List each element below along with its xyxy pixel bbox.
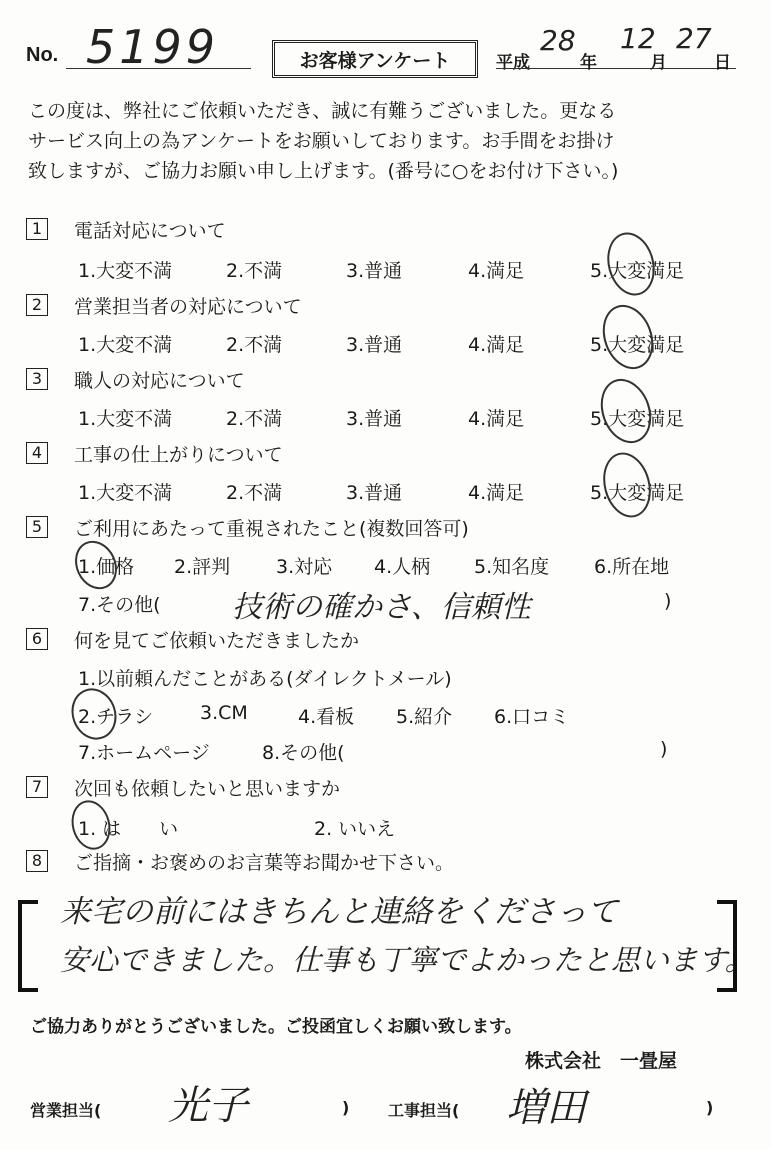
rating-option[interactable]: 2.不満 [226,482,283,504]
question-number: 4 [26,442,48,464]
question-text: 工事の仕上がりについて [74,444,283,466]
rating-option[interactable]: 2.不満 [226,408,283,430]
rating-option[interactable]: 5.大変満足 [590,482,685,504]
day-value: 27 [676,22,712,55]
yes-option[interactable]: 1. は い [78,818,179,840]
source-option[interactable]: 7.ホームページ [78,742,210,764]
priority-option[interactable]: 5.知名度 [474,556,550,578]
rating-option[interactable]: 1.大変不満 [78,408,173,430]
era-label: 平成 [496,53,530,73]
month-value: 12 [620,22,656,55]
rating-option[interactable]: 2.不満 [226,334,283,356]
other-answer[interactable]: 技術の確かさ、信頼性 [232,590,531,625]
other-close: ) [664,590,672,612]
intro-line: 致しますが、ご協力お願い申し上げます。(番号に○をお付け下さい。) [28,160,619,182]
question-number: 8 [26,850,48,872]
question-number: 3 [26,368,48,390]
source-option[interactable]: 2.チラシ [78,706,154,728]
rating-option[interactable]: 3.普通 [346,334,403,356]
intro-line: サービス向上の為アンケートをお願いしております。お手間をお掛け [28,130,615,152]
source-option[interactable]: 1.以前頼んだことがある(ダイレクトメール) [78,668,452,690]
source-option[interactable]: 4.看板 [298,706,355,728]
rating-option[interactable]: 2.不満 [226,260,283,282]
work-signature: 増田 [506,1085,586,1131]
comment-line[interactable]: 安心できました。仕事も丁寧でよかったと思います。 [60,943,754,977]
question-text: ご利用にあたって重視されたこと(複数回答可) [74,518,469,540]
source-option[interactable]: 6.口コミ [494,706,570,728]
intro-line: この度は、弊社にご依頼いただき、誠に有難うございました。更なる [28,100,617,122]
sales-signature: 光子 [168,1083,248,1129]
rating-option[interactable]: 4.満足 [468,260,525,282]
source-option[interactable]: 8.その他( [262,742,345,764]
date-underline [496,68,736,69]
sales-label: 営業担当( [30,1101,102,1120]
question-number: 7 [26,776,48,798]
other-label: 7.その他( [78,594,161,616]
work-close: ) [706,1098,714,1117]
question-text: 営業担当者の対応について [74,296,302,318]
month-unit: 月 [650,53,667,73]
year-value: 28 [540,24,576,57]
sales-close: ) [342,1098,350,1117]
work-label: 工事担当( [388,1101,460,1120]
rating-option[interactable]: 5.大変満足 [590,334,685,356]
question-text: 職人の対応について [74,370,245,392]
question-text: 何を見てご依頼いただきましたか [74,630,360,652]
source-option[interactable]: 3.CM [200,702,248,724]
rating-option[interactable]: 3.普通 [346,408,403,430]
thanks-text: ご協力ありがとうございました。ご投函宜しくお願い致します。 [30,1017,522,1037]
rating-option[interactable]: 1.大変不満 [78,334,173,356]
rating-option[interactable]: 4.満足 [468,334,525,356]
day-unit: 日 [714,53,731,73]
form-number: 5199 [86,20,220,74]
rating-option[interactable]: 5.大変満足 [590,260,685,282]
intro-text [28,96,748,186]
no-option[interactable]: 2. いいえ [314,818,396,840]
rating-option[interactable]: 3.普通 [346,482,403,504]
rating-option[interactable]: 1.大変不満 [78,260,173,282]
priority-option[interactable]: 2.評判 [174,556,231,578]
rating-option[interactable]: 4.満足 [468,408,525,430]
priority-option[interactable]: 4.人柄 [374,556,431,578]
question-text: 次回も依頼したいと思いますか [74,778,341,800]
rating-option[interactable]: 3.普通 [346,260,403,282]
priority-option[interactable]: 6.所在地 [594,556,670,578]
company-name: 株式会社 一畳屋 [525,1050,678,1072]
comment-bracket-left [18,900,38,992]
question-number: 1 [26,218,48,240]
priority-option[interactable]: 3.対応 [276,556,333,578]
rating-option[interactable]: 5.大変満足 [590,408,685,430]
comment-line[interactable]: 来宅の前にはきちんと連絡をくださって [60,894,618,930]
priority-option[interactable]: 1.価格 [78,556,135,578]
question-number: 6 [26,628,48,650]
question-number: 5 [26,516,48,538]
no-label: No. [26,44,59,66]
question-number: 2 [26,294,48,316]
rating-option[interactable]: 4.満足 [468,482,525,504]
rating-option[interactable]: 1.大変不満 [78,482,173,504]
form-title: お客様アンケート [272,40,478,78]
other-close: ) [660,738,668,760]
source-option[interactable]: 5.紹介 [396,706,453,728]
question-text: 電話対応について [74,220,226,242]
question-text: ご指摘・お褒めのお言葉等お聞かせ下さい。 [74,852,455,874]
year-unit: 年 [580,53,597,73]
